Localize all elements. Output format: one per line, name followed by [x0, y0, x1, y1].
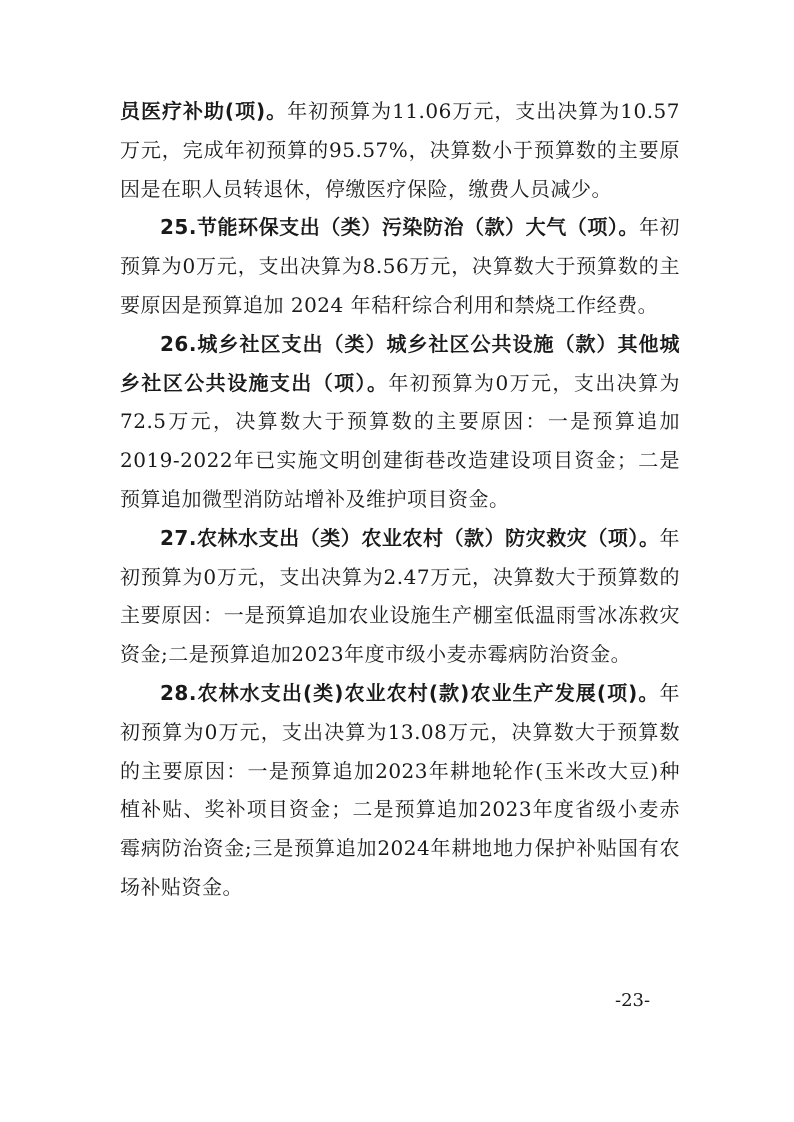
document-body — [120, 92, 680, 907]
paragraph-26 — [120, 325, 680, 519]
paragraph-text: 年初预算为0万元，支出决算为72.5万元，决算数大于预算数的主要原因：一是预算追加2019-2022年已实施文明创建街巷改造建设项目资金；二是预算追加微型消防站增补及维护项目资金。 — [120, 370, 680, 511]
paragraph-heading: 28.农林水支出(类)农业农村(款)农业生产发展(项)。 — [160, 680, 660, 705]
paragraph-text: 年初预算为0万元，支出决算为8.56万元，决算数大于预算数的主要原因是预算追加 2024 年秸秆综合利用和禁烧工作经费。 — [120, 215, 680, 317]
paragraph-25 — [120, 208, 680, 324]
paragraph-24-continued — [120, 92, 680, 208]
paragraph-text: 年初预算为0万元，支出决算为13.08万元，决算数大于预算数的主要原因：一是预算追加2023年耕地轮作(玉米改大豆)种植补贴、奖补项目资金；二是预算追加2023年度省级小麦赤霉病防治资金;三是预算追加2024年耕地地力保护补贴国有农场补贴资金。 — [120, 680, 680, 899]
paragraph-text: 年初预算为11.06万元，支出决算为10.57万元，完成年初预算的95.57%，决算数小于预算数的主要原因是在职人员转退休，停缴医疗保险，缴费人员减少。 — [120, 99, 681, 201]
paragraph-heading: 员医疗补助(项)。 — [120, 99, 288, 123]
paragraph-heading: 26.城乡社区支出（类）城乡社区公共设施（款）其他城乡社区公共设施支出（项）。 — [120, 331, 680, 395]
page-number: -23- — [615, 990, 651, 1011]
paragraph-text: 年初预算为0万元，支出决算为2.47万元，决算数大于预算数的主要原因：一是预算追加农业设施生产棚室低温雨雪冰冻救灾资金;二是预算追加2023年度市级小麦赤霉病防治资金。 — [120, 525, 680, 667]
paragraph-heading: 27.农林水支出（类）农业农村（款）防灾救灾（项）。 — [160, 525, 660, 550]
paragraph-27 — [120, 519, 680, 674]
paragraph-28 — [120, 674, 680, 907]
paragraph-heading: 25.节能环保支出（类）污染防治（款）大气（项）。 — [160, 215, 639, 240]
